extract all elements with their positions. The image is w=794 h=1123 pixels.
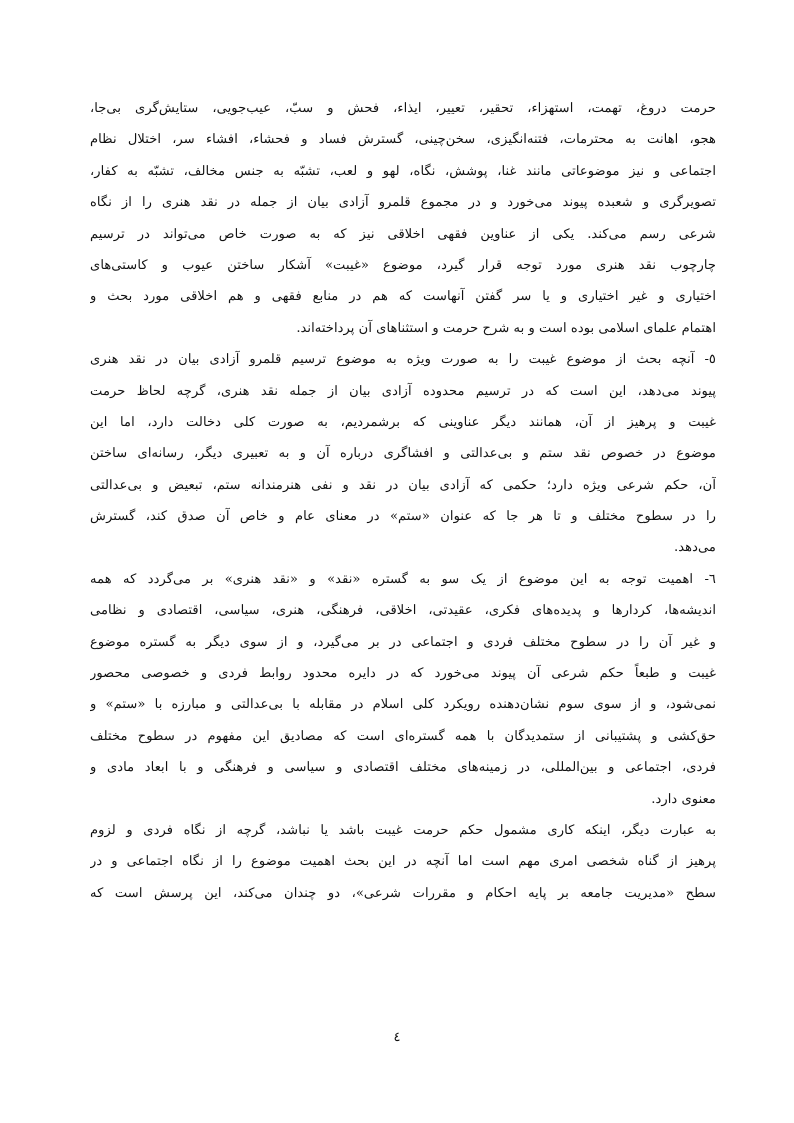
text-line: و غیر آن را در سطوح مختلف فردی و اجتماعی در بر می‌گیرد، و از سوی دیگر به گستره موضوع [90, 634, 716, 650]
text-line: را در سطوح مختلف و تا هر جا که عنوان «ستم» در معنای عام و خاص آن صدق کند، گسترش [90, 509, 716, 525]
text-line: می‌دهد. [674, 540, 716, 556]
text-line: اندیشه‌ها، کردارها و پدیده‌های فکری، عقیدتی، اخلاقی، فرهنگی، هنری، سیاسی، اقتصادی و نظامی [90, 603, 716, 619]
text-line: آن، حکم شرعی ویژه دارد؛ حکمی که آزادی بیان در نقد و نفی هنرمندانه ستم، تبعیض و بی‌عدالتی [90, 477, 716, 493]
text-line: پرهیز از گناه شخصی امری مهم است اما آنچه در این بحث اهمیت موضوع را از نگاه اجتماعی و در [90, 854, 716, 870]
text-line: هجو، اهانت به محترمات، فتنه‌انگیزی، سخن‌چینی، گسترش فساد و فحشاء، افشاء سر، اختلال نظام [90, 132, 716, 148]
text-line: حرمت دروغ، تهمت، استهزاء، تحقیر، تعییر، ایذاء، فحش و سبّ، عیب‌جویی، ستایش‌گری بی‌جا، [90, 101, 716, 116]
text-line: ٥- آنچه بحث از موضوع غیبت را به صورت ویژه به موضوع ترسیم قلمرو آزادی بیان در نقد هنری [90, 352, 716, 368]
text-line: پیوند می‌دهد، این است که در ترسیم محدوده آزادی بیان از جمله نقد هنری، گرچه لحاظ حرمت [90, 383, 716, 399]
text-line: شرعی رسم می‌کند. یکی از عناوین فقهی اخلاقی نیز که به صورت خاص می‌تواند در ترسیم [90, 226, 716, 242]
text-line: سطح «مدیریت جامعه بر پایه احکام و مقررات شرعی»، دو چندان می‌کند، این پرسش است که [90, 885, 716, 901]
page-number: ٤ [393, 1030, 401, 1045]
text-line: اهتمام علمای اسلامی بوده است و به شرح حرمت و استثناهای آن پرداخته‌اند. [296, 320, 716, 336]
text-line: معنوی دارد. [651, 791, 716, 807]
text-line: به عبارت دیگر، اینکه کاری مشمول حکم حرمت غیبت باشد یا نباشد، گرچه از نگاه فردی و لزوم [90, 822, 716, 838]
text-line: اجتماعی و نیز موضوعاتی مانند غنا، پوشش، نگاه، لهو و لعب، تشبّه به جنس مخالف، تشبّه به کفار، [90, 163, 716, 179]
text-line: غیبت و پرهیز از آن، همانند دیگر عناوینی که برشمردیم، به صورت کلی دخالت دارد، اما این [90, 414, 716, 430]
text-line: غیبت و طبعاً حکم شرعی آن پیوند می‌خورد که در دایره محدود روابط فردی و خصوصی محصور [90, 666, 716, 682]
text-line: تصویرگری و شعبده پیوند می‌خورد و در مجموع قلمرو آزادی بیان از جمله در نقد هنری را از نگاه [90, 195, 716, 211]
text-line: اختیاری و غیر اختیاری و یا سر گفتن آنهاست که هم در منابع فقهی و هم اخلاقی مورد بحث و [90, 289, 716, 305]
text-line: موضوع در خصوص نقد ستم و بی‌عدالتی و افشاگری درباره آن و به تعبیری دیگر، رسانه‌ای ساختن [90, 446, 716, 462]
text-line: فردی، اجتماعی و بین‌المللی، در زمینه‌های مختلف اقتصادی و سیاسی و فرهنگی و با ابعاد مادی و [90, 760, 716, 776]
text-line: چارچوب نقد هنری مورد توجه قرار گیرد، موضوع «غیبت» آشکار ساختن عیوب و کاستی‌های [90, 257, 716, 273]
text-line: ٦- اهمیت توجه به این موضوع از یک سو به گستره «نقد» و «نقد هنری» بر می‌گردد که همه [90, 571, 716, 587]
text-line: نمی‌شود، و از سوی سوم نشان‌دهنده رویکرد کلی اسلام در مقابله با بی‌عدالتی و مبارزه با «ستم» و [90, 697, 716, 713]
text-line: حق‌کشی و پشتیبانی از ستمدیدگان با همه گستره‌ای است که مصادیق این مفهوم در سطوح مختلف [90, 728, 716, 744]
body-text [90, 93, 716, 909]
